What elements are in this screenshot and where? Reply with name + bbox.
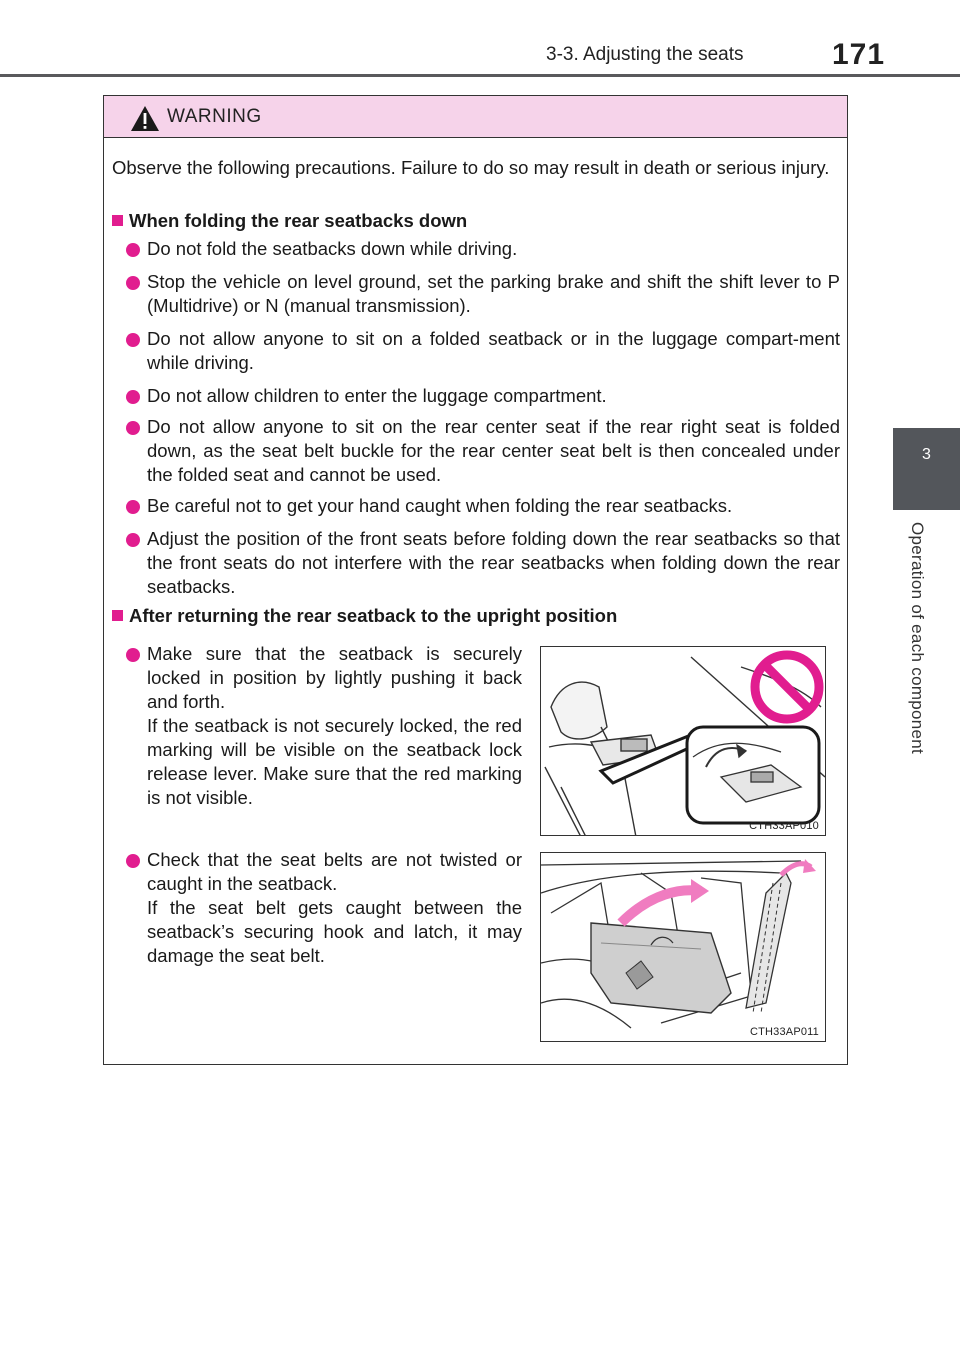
chapter-title: Operation of each component bbox=[908, 522, 927, 755]
bullet-dot-icon bbox=[126, 854, 140, 868]
seatbelt-illustration bbox=[541, 853, 826, 1042]
bullet-dot-icon bbox=[126, 648, 140, 662]
header-divider bbox=[0, 74, 960, 77]
list-item: Adjust the position of the front seats before folding down the rear seatbacks so that the front seats do not interfere with the rear seatbacks when folding down the rear seatbacks. bbox=[112, 527, 840, 599]
figure-seatback-lock bbox=[540, 646, 826, 836]
chapter-number: 3 bbox=[922, 446, 931, 463]
bullet-dot-icon bbox=[126, 533, 140, 547]
list-item: Stop the vehicle on level ground, set the parking brake and shift the shift lever to P (Multidrive) or N (manual transmission). bbox=[112, 270, 840, 318]
figure-seatbelt bbox=[540, 852, 826, 1042]
bullet-dot-icon bbox=[126, 276, 140, 290]
warning-header bbox=[104, 96, 847, 138]
bullet-dot-icon bbox=[126, 390, 140, 404]
chapter-title-area bbox=[893, 510, 960, 800]
figure-code: CTH33AP010 bbox=[749, 820, 819, 832]
list-item: Make sure that the seatback is securely locked in position by lightly pushing it back and forth. If the seatback is not securely locked, the red marking will be visible on the seatback lock release lever. Make sure that the red marking is not visible. bbox=[112, 642, 522, 812]
seatback-lock-illustration bbox=[541, 647, 826, 836]
bullet-dot-icon bbox=[126, 421, 140, 435]
warning-title: WARNING bbox=[167, 106, 262, 127]
bullet-dot-icon bbox=[126, 500, 140, 514]
square-bullet-icon bbox=[112, 610, 123, 621]
warning-intro: Observe the following precautions. Failure to do so may result in death or serious injury. bbox=[112, 157, 830, 178]
warning-triangle-icon bbox=[130, 105, 160, 132]
list-item: Do not allow anyone to sit on a folded seatback or in the luggage compart-ment while driving. bbox=[112, 327, 840, 375]
list-item: Do not allow children to enter the luggage compartment. bbox=[112, 384, 840, 408]
chapter-tab bbox=[893, 428, 960, 510]
list-item: Do not allow anyone to sit on the rear center seat if the rear right seat is folded down, as the seat belt buckle for the rear center seat belt is then concealed under the folded seat and cannot be used. bbox=[112, 415, 840, 487]
bullet-dot-icon bbox=[126, 333, 140, 347]
figure-code: CTH33AP011 bbox=[749, 1026, 819, 1038]
list-item: Be careful not to get your hand caught when folding the rear seatbacks. bbox=[112, 494, 840, 518]
section-heading-upright: After returning the rear seatback to the upright position bbox=[112, 605, 617, 627]
list-item: Check that the seat belts are not twisted or caught in the seatback. If the seat belt gets caught between the seatback’s securing hook and latch, it may damage the seat belt. bbox=[112, 848, 522, 978]
section-title: 3-3. Adjusting the seats bbox=[546, 44, 744, 65]
page-number: 171 bbox=[832, 38, 886, 71]
warning-box bbox=[103, 95, 848, 1065]
bullet-dot-icon bbox=[126, 243, 140, 257]
section-heading-folding: When folding the rear seatbacks down bbox=[112, 210, 467, 232]
square-bullet-icon bbox=[112, 215, 123, 226]
list-item: Do not fold the seatbacks down while driving. bbox=[112, 237, 840, 261]
